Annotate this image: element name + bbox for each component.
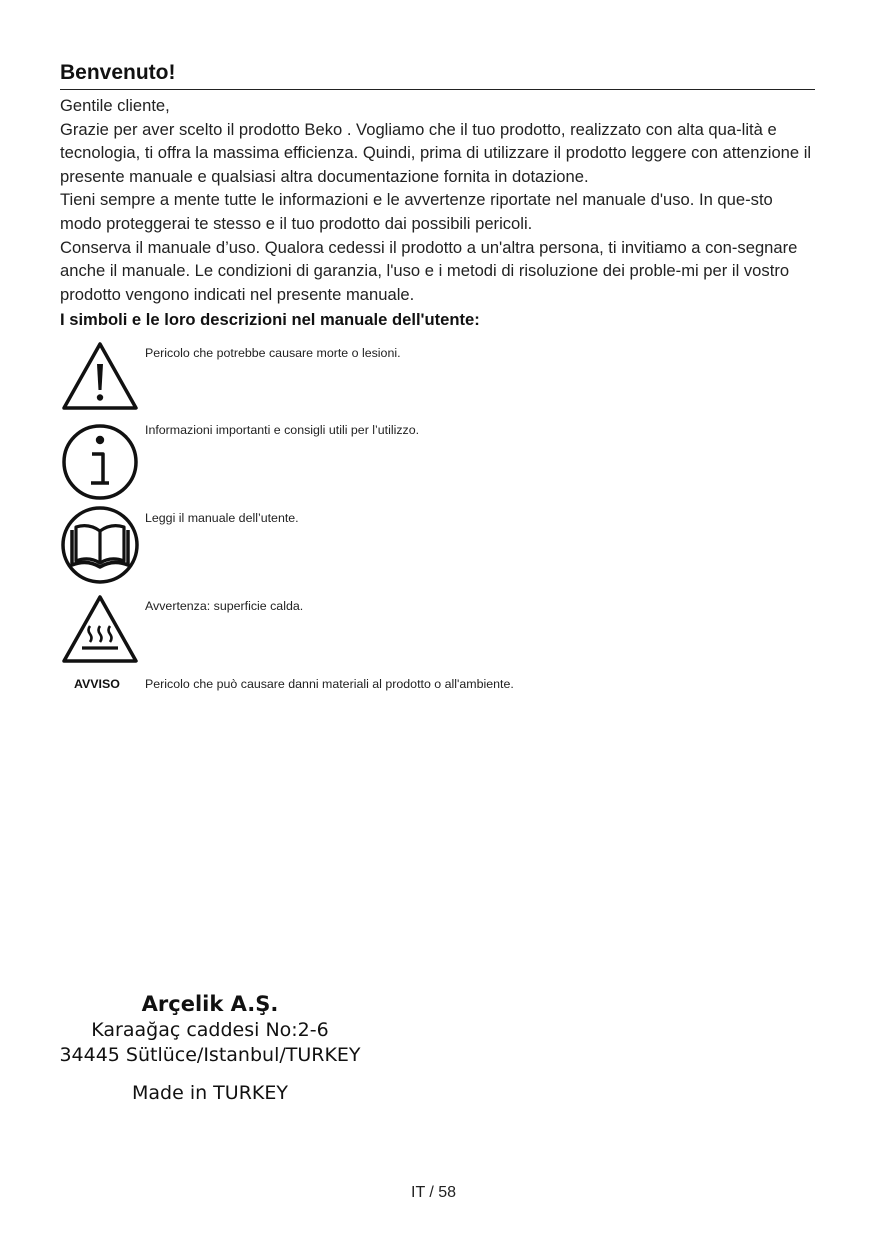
book-manual-icon [60,505,140,585]
manufacturer-address [40,990,380,1106]
symbol-description: Avvertenza: superficie calda. [145,599,304,613]
symbol-description: Pericolo che potrebbe causare morte o lesioni. [145,346,401,360]
symbol-description: Informazioni importanti e consigli utili per l’utilizzo. [145,423,420,437]
page-title: Benvenuto! [60,61,176,84]
page-number: IT / 58 [411,1184,457,1201]
company-name: Arçelik A.Ş. [141,992,279,1016]
street-address: Karaağaç caddesi No:2-6 [91,1019,329,1041]
title-divider [60,89,815,90]
intro-paragraph: Conserva il manuale d’uso. Qualora cedessi il prodotto a un'altra persona, ti invitiamo a con-segnare anche il manuale. Le condizioni di garanzia, l'uso e i metodi di risoluzione dei proble-mi per il vostro prodotto vengono indicati nel presente manuale. [60,237,798,304]
info-circle-icon [60,423,140,501]
symbols-heading: I simboli e le loro descrizioni nel manuale dell'utente: [60,310,480,329]
warning-triangle-icon [60,340,140,412]
avviso-label: AVVISO [74,677,120,691]
symbol-description: Pericolo che può causare danni materiali al prodotto o all'ambiente. [145,677,514,691]
made-in-label: Made in TURKEY [132,1082,288,1104]
intro-paragraph: Grazie per aver scelto il prodotto Beko . Vogliamo che il tuo prodotto, realizzato con alta qua-lità e tecnologia, ti offra la massima efficienza. Quindi, prima di utilizzare il prodotto leggere con attenzione il presente manuale e qualsiasi altra documentazione fornita in dotazione. [60,119,812,186]
symbol-description: Leggi il manuale dell’utente. [145,511,299,525]
city-address: 34445 Sütlüce/Istanbul/TURKEY [59,1044,361,1066]
intro-text [60,94,815,306]
intro-paragraph: Tieni sempre a mente tutte le informazioni e le avvertenze riportate nel manuale d'uso. In que-sto modo proteggerai te stesso e il tuo prodotto dai possibili pericoli. [60,190,773,233]
intro-greeting: Gentile cliente, [60,96,170,115]
hot-surface-icon [60,593,140,665]
